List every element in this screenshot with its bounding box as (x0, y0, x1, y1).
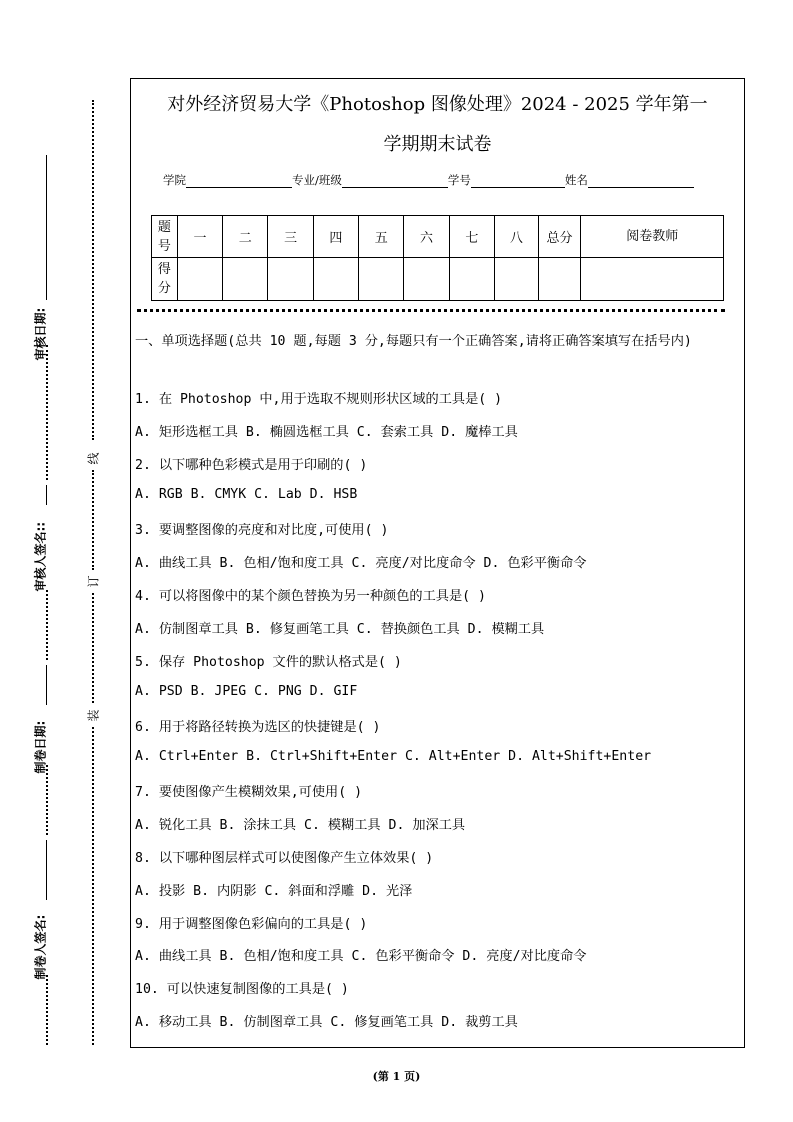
binding-line-1 (46, 155, 47, 300)
college-label: 学院 (163, 173, 186, 187)
score-cell[interactable] (359, 258, 404, 301)
score-cell[interactable] (313, 258, 358, 301)
reviewer-date-label: 审核日期: (33, 307, 48, 361)
question-3: 3. 要调整图像的亮度和对比度,可使用( ) (135, 523, 389, 538)
student-info-line (163, 172, 694, 188)
question-9: 9. 用于调整图像色彩偏向的工具是( ) (135, 917, 368, 932)
options-3: A. 曲线工具 B. 色相/饱和度工具 C. 亮度/对比度命令 D. 色彩平衡命令 (135, 556, 587, 571)
question-8: 8. 以下哪种图层样式可以使图像产生立体效果( ) (135, 851, 434, 866)
question-4: 4. 可以将图像中的某个颜色替换为另一种颜色的工具是( ) (135, 589, 486, 604)
score-table (151, 215, 724, 301)
exam-title-line2: 学期期末试卷 (383, 134, 492, 155)
cut-dots-3 (92, 593, 94, 703)
student-id-label: 学号 (447, 173, 471, 187)
score-header-cell: 题号 (152, 216, 178, 258)
binding-dots-3 (46, 765, 48, 835)
score-header-cell: 三 (268, 216, 313, 258)
score-header-cell: 五 (359, 216, 404, 258)
score-header-cell: 一 (177, 216, 222, 258)
binding-line-2 (46, 485, 47, 505)
score-cell[interactable] (449, 258, 494, 301)
options-9: A. 曲线工具 B. 色相/饱和度工具 C. 色彩平衡命令 D. 亮度/对比度命令 (135, 949, 587, 964)
score-header-cell: 六 (404, 216, 449, 258)
options-4: A. 仿制图章工具 B. 修复画笔工具 C. 替换颜色工具 D. 模糊工具 (135, 622, 545, 637)
bind-char: 订 (86, 575, 101, 588)
seal-char: 装 (86, 709, 101, 722)
score-cell[interactable] (495, 258, 539, 301)
reviewer-sign-label: 审核人签名:: (33, 521, 48, 592)
maker-date-label: 制卷日期: (33, 720, 48, 774)
cut-dots-4 (92, 727, 94, 1045)
cut-dots-1 (92, 100, 94, 440)
question-5: 5. 保存 Photoshop 文件的默认格式是( ) (135, 655, 402, 670)
options-8: A. 投影 B. 内阴影 C. 斜面和浮雕 D. 光泽 (135, 884, 413, 899)
question-1: 1. 在 Photoshop 中,用于选取不规则形状区域的工具是( ) (135, 392, 503, 407)
options-10: A. 移动工具 B. 仿制图章工具 C. 修复画笔工具 D. 裁剪工具 (135, 1015, 518, 1030)
score-cell[interactable] (177, 258, 222, 301)
score-cell[interactable] (223, 258, 268, 301)
name-blank[interactable] (588, 175, 694, 188)
name-label: 姓名 (564, 173, 588, 187)
score-header-cell: 总分 (538, 216, 581, 258)
major-label: 专业/班级 (292, 173, 342, 187)
dotted-separator (137, 309, 725, 312)
question-6: 6. 用于将路径转换为选区的快捷键是( ) (135, 720, 381, 735)
line-char: 线 (86, 452, 101, 465)
score-header-cell: 四 (313, 216, 358, 258)
score-cell[interactable] (404, 258, 449, 301)
section1-heading: 一、单项选择题(总共 10 题,每题 3 分,每题只有一个正确答案,请将正确答案填写在括号内) (135, 334, 692, 349)
score-header-cell: 七 (449, 216, 494, 258)
score-header-cell: 八 (495, 216, 539, 258)
question-2: 2. 以下哪种色彩模式是用于印刷的( ) (135, 458, 368, 473)
question-10: 10. 可以快速复制图像的工具是( ) (135, 982, 349, 997)
score-header-cell: 阅卷教师 (581, 216, 724, 258)
binding-dots-4 (46, 975, 48, 1045)
student-id-blank[interactable] (471, 175, 565, 188)
exam-title-line1: 对外经济贸易大学《Photoshop 图像处理》2024 - 2025 学年第一 (167, 94, 708, 115)
score-cell[interactable] (268, 258, 313, 301)
score-header-cell: 二 (223, 216, 268, 258)
score-cell[interactable] (538, 258, 581, 301)
binding-line-4 (46, 840, 47, 900)
options-7: A. 锐化工具 B. 涂抹工具 C. 模糊工具 D. 加深工具 (135, 818, 466, 833)
score-cell[interactable] (581, 258, 724, 301)
question-7: 7. 要使图像产生模糊效果,可使用( ) (135, 785, 363, 800)
binding-dots-1 (46, 345, 48, 480)
options-2: A. RGB B. CMYK C. Lab D. HSB (135, 487, 358, 502)
major-blank[interactable] (342, 175, 448, 188)
binding-dots-2 (46, 590, 48, 660)
cut-dots-2 (92, 470, 94, 570)
maker-sign-label: 制卷人签名: (33, 914, 48, 980)
options-6: A. Ctrl+Enter B. Ctrl+Shift+Enter C. Alt+Enter D. Alt+Shift+Enter (135, 749, 652, 764)
page-number: (第 1 页) (372, 1070, 421, 1083)
options-5: A. PSD B. JPEG C. PNG D. GIF (135, 684, 358, 699)
score-row-label: 得分 (152, 258, 178, 301)
binding-line-3 (46, 665, 47, 705)
options-1: A. 矩形选框工具 B. 椭圆选框工具 C. 套索工具 D. 魔棒工具 (135, 425, 518, 440)
college-blank[interactable] (186, 175, 292, 188)
